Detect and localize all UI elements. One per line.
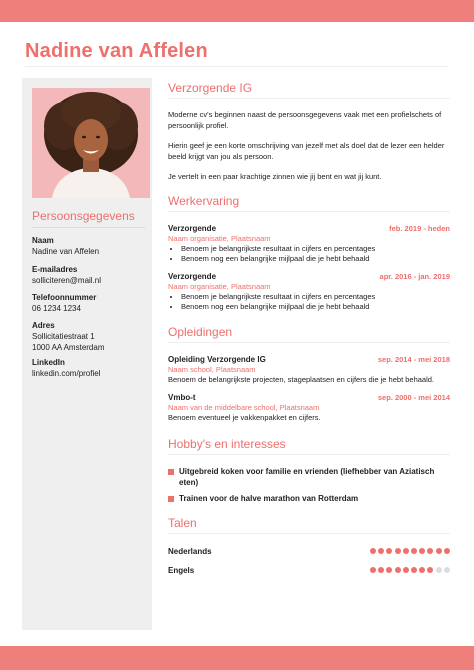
education-school: Naam school, Plaatsnaam — [168, 365, 256, 374]
languages-heading: Talen — [168, 516, 197, 530]
hobby-text: Trainen voor de halve marathon van Rotterdam — [179, 494, 359, 503]
job-date: feb. 2019 - heden — [389, 224, 450, 233]
level-dot-filled — [427, 567, 433, 573]
job-organisation: Naam organisatie, Plaatsnaam — [168, 234, 271, 243]
section-divider — [168, 342, 450, 343]
sidebar-item-phone — [32, 292, 147, 314]
level-dot-filled — [386, 567, 392, 573]
level-dot-filled — [386, 548, 392, 554]
language-level-dots — [370, 548, 452, 556]
language-name: Nederlands — [168, 547, 212, 556]
field-label: LinkedIn — [32, 358, 65, 367]
header-divider — [25, 66, 449, 67]
education-date: sep. 2014 - mei 2018 — [377, 355, 450, 364]
job-title: Verzorgende — [168, 272, 217, 281]
education-school: Naam van de middelbare school, Plaatsnaam — [168, 403, 320, 412]
personal-details-heading: Persoonsgegevens — [32, 209, 135, 223]
hobby-item — [168, 466, 453, 488]
education-title: Vmbo-t — [168, 393, 196, 402]
level-dot-filled — [395, 548, 401, 554]
level-dot-filled — [378, 567, 384, 573]
profile-paragraph: Hierin geef je een korte omschrijving van jezelf met als doel dat de lezer een helder beeld krijgt van jou als persoon. — [168, 141, 445, 161]
level-dot-filled — [403, 567, 409, 573]
field-value: Nadine van Affelen — [32, 247, 100, 256]
job-organisation: Naam organisatie, Plaatsnaam — [168, 282, 271, 291]
profile-paragraph: Moderne cv's beginnen naast de persoonsgegevens vaak met een profielschets of persoonlijk profiel. — [168, 110, 442, 130]
sidebar-divider — [32, 227, 145, 228]
top-accent-bar — [0, 0, 474, 22]
profile-photo — [32, 88, 150, 198]
level-dot-filled — [378, 548, 384, 554]
bottom-accent-bar — [0, 646, 474, 670]
field-label: Naam — [32, 236, 54, 245]
level-dot-filled — [419, 548, 425, 554]
square-bullet-icon — [168, 469, 174, 475]
language-name: Engels — [168, 566, 195, 575]
candidate-name: Nadine van Affelen — [25, 40, 208, 62]
address-line: Sollicitatiestraat 1 — [32, 332, 95, 341]
level-dot-filled — [427, 548, 433, 554]
level-dot-filled — [370, 567, 376, 573]
field-label: Adres — [32, 321, 55, 330]
sidebar-item-name — [32, 235, 147, 257]
sidebar-item-linkedin — [32, 357, 147, 379]
profile-title: Verzorgende IG — [168, 81, 253, 95]
experience-heading: Werkervaring — [168, 194, 240, 208]
education-date: sep. 2000 - mei 2014 — [377, 393, 450, 402]
hobby-text: Uitgebreid koken voor familie en vrienden (liefhebber van Aziatisch eten) — [179, 467, 435, 487]
level-dot-filled — [403, 548, 409, 554]
language-level-dots — [370, 567, 452, 575]
section-divider — [168, 211, 450, 212]
education-title: Opleiding Verzorgende IG — [168, 355, 266, 364]
job-title: Verzorgende — [168, 224, 217, 233]
education-description: Benoem eventueel je vakkenpakket en cijfers. — [168, 413, 321, 422]
level-dot-filled — [370, 548, 376, 554]
linkedin-value[interactable]: linkedin.com/profiel — [32, 369, 101, 378]
level-dot-filled — [444, 548, 450, 554]
profile-paragraph: Je vertelt in een paar krachtige zinnen wie jij bent en wat jij kunt. — [168, 172, 382, 181]
list-item: • Benoem nog een belangrijke mijlpaal die je hebt behaald — [181, 254, 456, 264]
level-dot-filled — [395, 567, 401, 573]
education-heading: Opleidingen — [168, 325, 233, 339]
section-divider — [168, 454, 450, 455]
email-value[interactable]: solliciteren@mail.nl — [32, 276, 102, 285]
level-dot-empty — [436, 567, 442, 573]
address-line: 1000 AA Amsterdam — [32, 343, 105, 352]
job-achievements — [172, 292, 456, 312]
phone-value: 06 1234 1234 — [32, 304, 81, 313]
square-bullet-icon — [168, 496, 174, 502]
level-dot-filled — [411, 548, 417, 554]
list-item: • Benoem nog een belangrijke mijlpaal die je hebt behaald — [181, 302, 456, 312]
level-dot-filled — [419, 567, 425, 573]
level-dot-empty — [444, 567, 450, 573]
level-dot-filled — [436, 548, 442, 554]
education-description: Benoem de belangrijkste projecten, stageplaatsen en cijfers die je hebt behaald. — [168, 375, 435, 384]
field-label: Telefoonnummer — [32, 293, 97, 302]
section-divider — [168, 98, 450, 99]
job-date: apr. 2016 - jan. 2019 — [379, 272, 450, 281]
level-dot-filled — [411, 567, 417, 573]
list-item: • Benoem je belangrijkste resultaat in cijfers en percentages — [181, 292, 456, 302]
field-label: E-mailadres — [32, 265, 78, 274]
sidebar-item-email — [32, 264, 147, 286]
section-divider — [168, 533, 450, 534]
list-item: • Benoem je belangrijkste resultaat in cijfers en percentages — [181, 244, 456, 254]
hobby-item — [168, 493, 453, 504]
sidebar-item-address — [32, 320, 147, 353]
hobbies-heading: Hobby's en interesses — [168, 437, 286, 451]
job-achievements — [172, 244, 456, 264]
